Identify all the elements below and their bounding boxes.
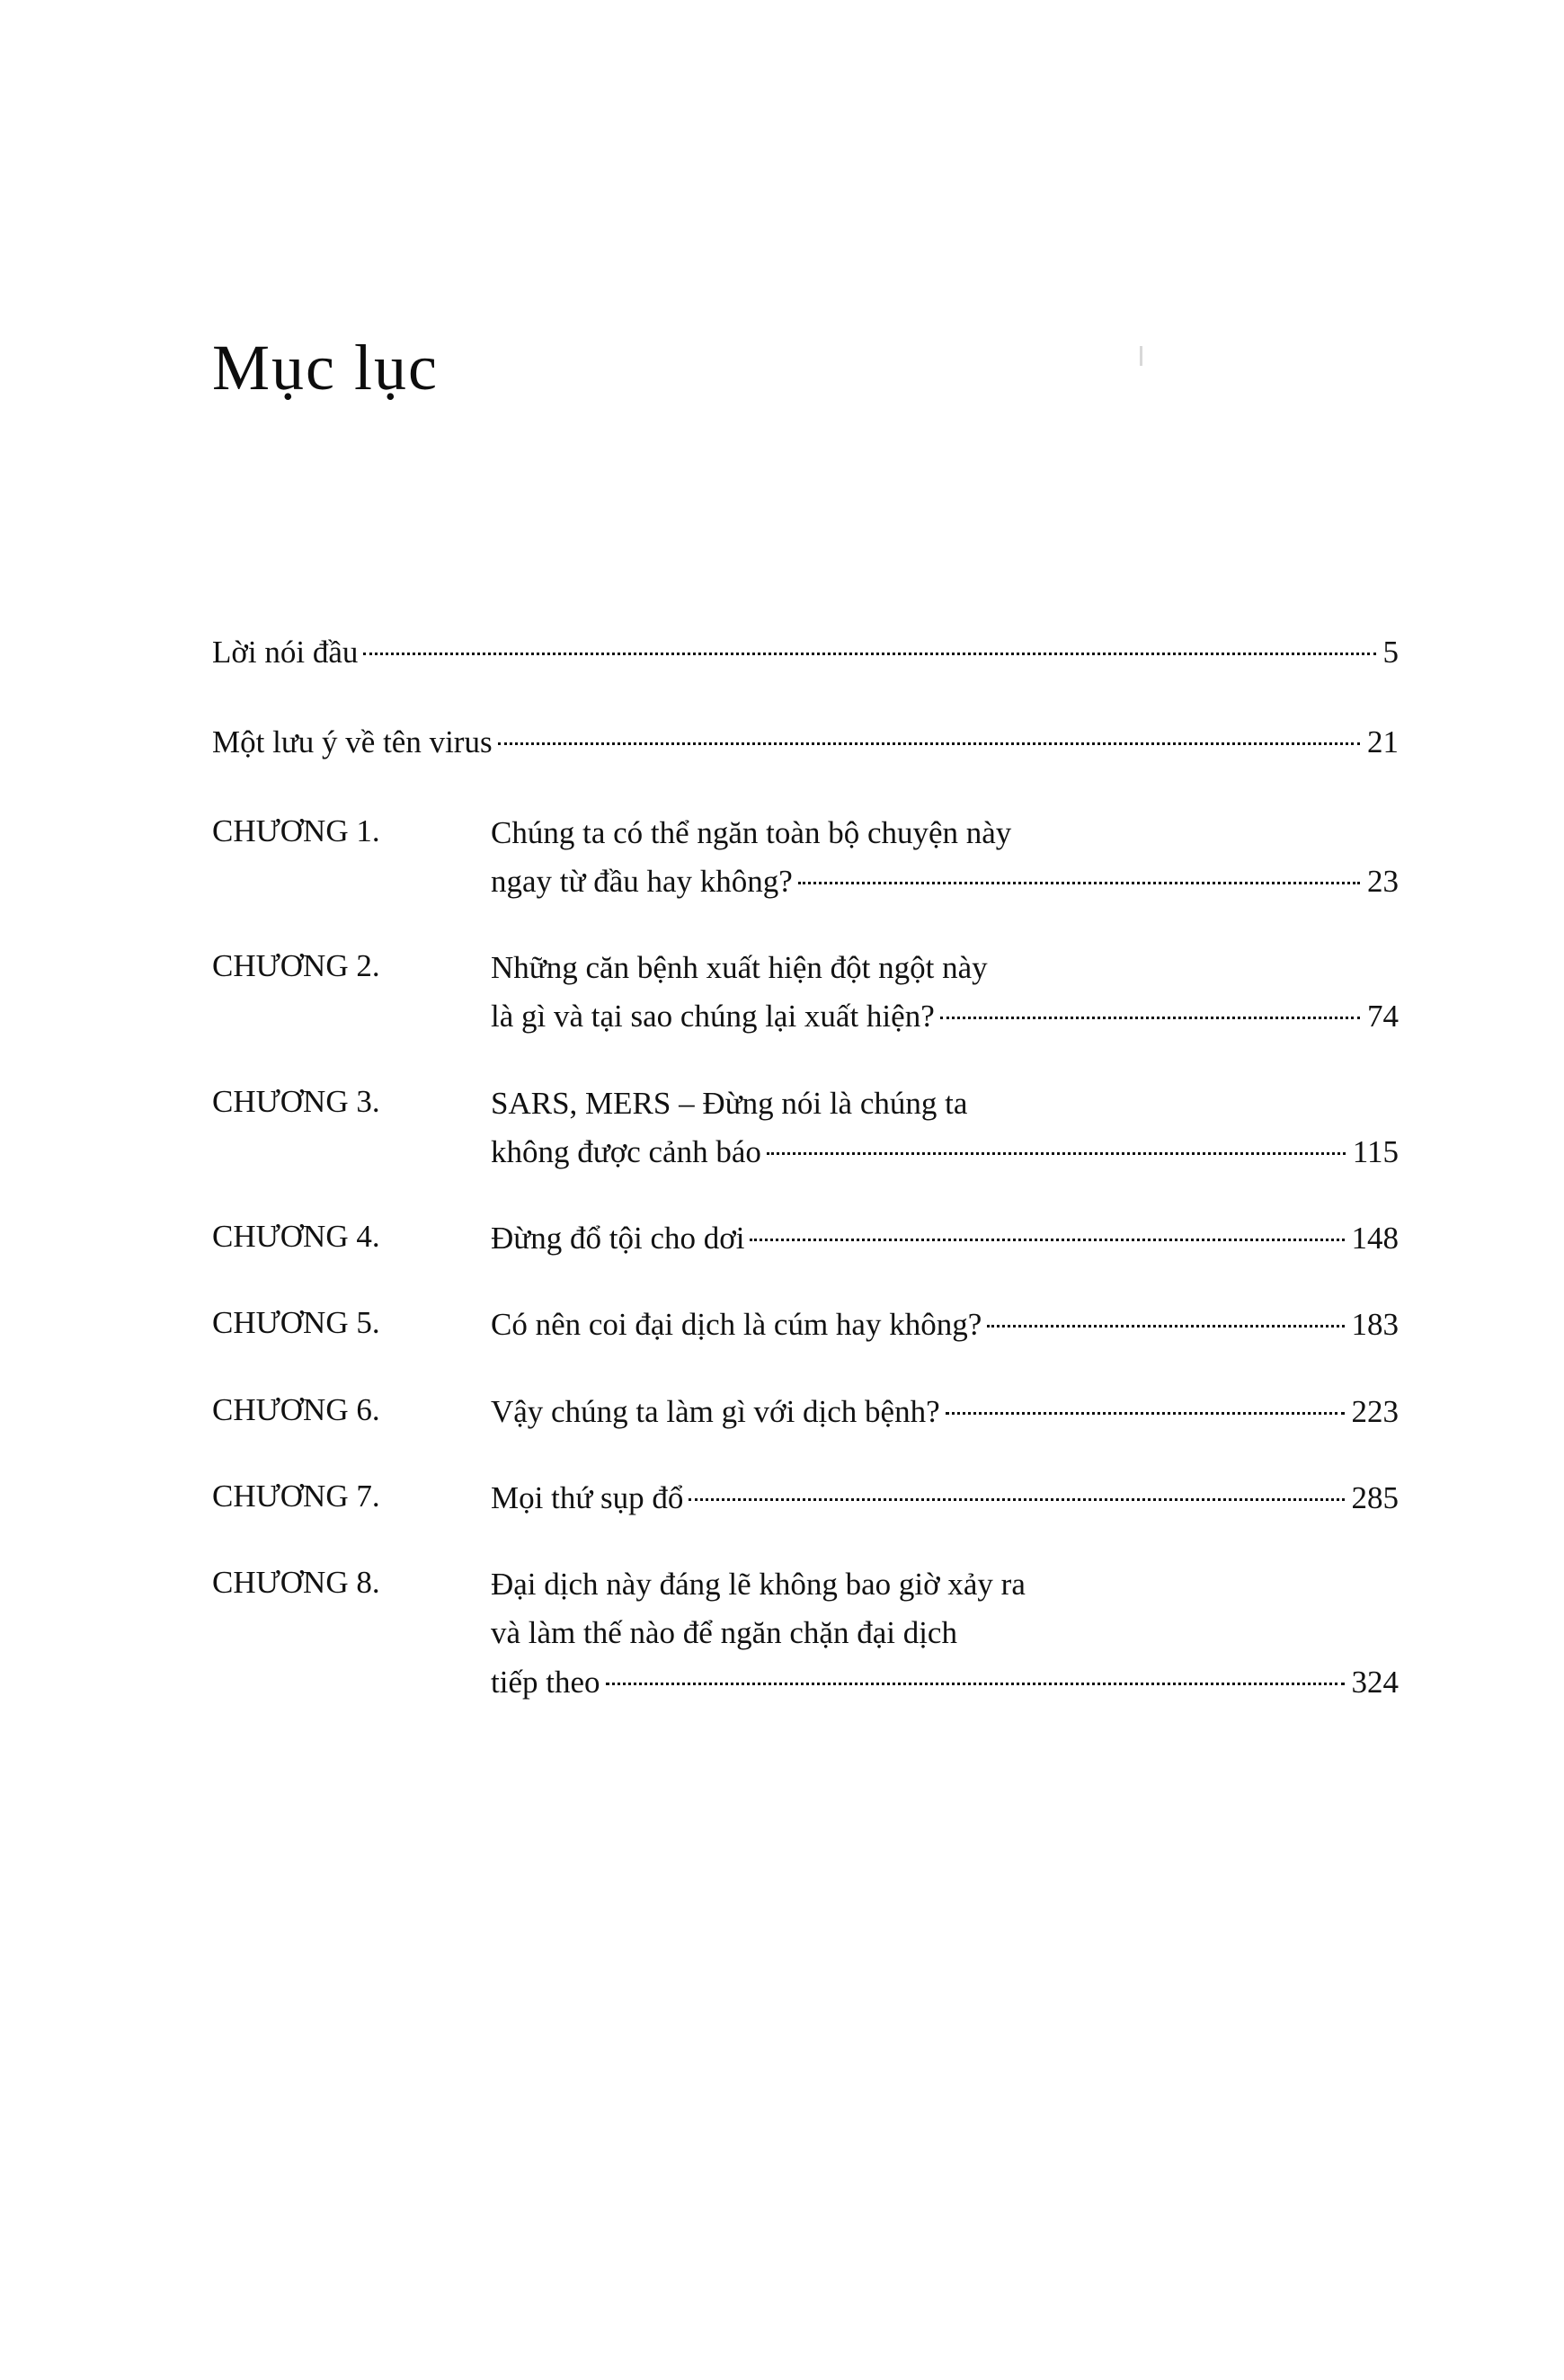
toc-entry[interactable] <box>212 1079 1399 1177</box>
toc-entry-body <box>491 1079 1399 1177</box>
toc-page-number: 115 <box>1352 1133 1399 1169</box>
toc-page-number: 148 <box>1351 1221 1399 1257</box>
toc-entry-line <box>491 809 1399 857</box>
toc-entry-body <box>491 1301 1399 1349</box>
toc-entry-body <box>212 718 1399 767</box>
toc-entry-text: tiếp theo <box>491 1664 600 1700</box>
toc-entry[interactable] <box>212 1388 1399 1436</box>
dot-leader <box>606 1683 1345 1685</box>
toc-entry-text: là gì và tại sao chúng lại xuất hiện? <box>491 999 935 1035</box>
toc-entry-text: Mọi thứ sụp đổ <box>491 1479 684 1515</box>
dot-leader <box>689 1498 1344 1501</box>
toc-entry-line <box>491 1079 1399 1128</box>
toc-entry-line <box>491 1301 1399 1349</box>
toc-chapter-label: CHƯƠNG 2. <box>212 948 380 984</box>
dot-leader <box>940 1017 1360 1019</box>
toc-entry-line <box>491 857 1399 906</box>
toc-page-number: 183 <box>1351 1307 1399 1343</box>
toc-entry-text: ngay từ đầu hay không? <box>491 863 793 899</box>
toc-page-number: 23 <box>1367 863 1399 899</box>
dot-leader <box>987 1325 1344 1328</box>
toc-entry-line <box>491 1560 1399 1609</box>
dot-leader <box>363 653 1375 655</box>
toc-entry-body <box>491 809 1399 907</box>
toc-page-number: 5 <box>1382 635 1399 670</box>
dot-leader <box>767 1152 1346 1155</box>
toc-page-number: 21 <box>1367 724 1399 760</box>
toc-entry-text: Đừng đổ tội cho dơi <box>491 1221 745 1257</box>
toc-entry-text: Vậy chúng ta làm gì với dịch bệnh? <box>491 1393 940 1429</box>
toc-chapter-label: CHƯƠNG 5. <box>212 1305 380 1341</box>
toc-chapter-label: CHƯƠNG 6. <box>212 1391 380 1427</box>
toc-entry-text: Đại dịch này đáng lẽ không bao giờ xảy ra <box>491 1567 1026 1603</box>
toc-entry[interactable] <box>212 1474 1399 1523</box>
toc-entry[interactable] <box>212 944 1399 1042</box>
toc-entry-text: Chúng ta có thể ngăn toàn bộ chuyện này <box>491 814 1012 850</box>
toc-page-number: 285 <box>1351 1479 1399 1515</box>
toc-page-number: 324 <box>1351 1664 1399 1700</box>
toc-entry-text: SARS, MERS – Đừng nói là chúng ta <box>491 1085 968 1121</box>
page-title: Mục lục <box>212 332 439 404</box>
toc-entry-text: và làm thế nào để ngăn chặn đại dịch <box>491 1615 957 1651</box>
toc-entry[interactable] <box>212 1560 1399 1707</box>
toc-entry-text: Lời nói đầu <box>212 635 359 670</box>
toc-entry[interactable] <box>212 718 1399 767</box>
toc-entry-body <box>491 1388 1399 1436</box>
dot-leader <box>798 882 1360 884</box>
toc-entry-body <box>491 944 1399 1042</box>
toc-entry-text: không được cảnh báo <box>491 1133 761 1169</box>
toc-entry-line <box>491 1474 1399 1523</box>
dot-leader <box>946 1412 1345 1415</box>
toc-entry-line <box>491 992 1399 1041</box>
toc-entry-line <box>491 1609 1399 1657</box>
dot-leader <box>498 742 1360 745</box>
table-of-contents <box>212 333 1399 1745</box>
toc-entry[interactable] <box>212 628 1399 677</box>
toc-chapter-label: CHƯƠNG 3. <box>212 1083 380 1119</box>
toc-entry-line <box>212 718 1399 767</box>
toc-entry-line <box>491 1388 1399 1436</box>
toc-chapter-label: CHƯƠNG 7. <box>212 1478 380 1514</box>
toc-chapter-label: CHƯƠNG 1. <box>212 813 380 848</box>
toc-entry-line <box>491 944 1399 992</box>
toc-entry-text: Một lưu ý về tên virus <box>212 724 493 760</box>
toc-entry[interactable] <box>212 1301 1399 1349</box>
toc-page-number: 74 <box>1367 999 1399 1035</box>
toc-entry-list <box>212 628 1399 1707</box>
toc-chapter-label: CHƯƠNG 4. <box>212 1219 380 1255</box>
toc-entry[interactable] <box>212 1214 1399 1263</box>
toc-page-number: 223 <box>1351 1393 1399 1429</box>
toc-entry-text: Những căn bệnh xuất hiện đột ngột này <box>491 950 988 986</box>
toc-entry[interactable] <box>212 809 1399 907</box>
toc-entry-body <box>491 1474 1399 1523</box>
toc-entry-line <box>491 1128 1399 1177</box>
dot-leader <box>750 1239 1344 1241</box>
toc-entry-line <box>491 1658 1399 1707</box>
toc-entry-body <box>491 1560 1399 1707</box>
toc-chapter-label: CHƯƠNG 8. <box>212 1565 380 1601</box>
toc-entry-line <box>491 1214 1399 1263</box>
toc-entry-line <box>212 628 1399 677</box>
toc-entry-body <box>212 628 1399 677</box>
toc-entry-text: Có nên coi đại dịch là cúm hay không? <box>491 1307 982 1343</box>
toc-entry-body <box>491 1214 1399 1263</box>
